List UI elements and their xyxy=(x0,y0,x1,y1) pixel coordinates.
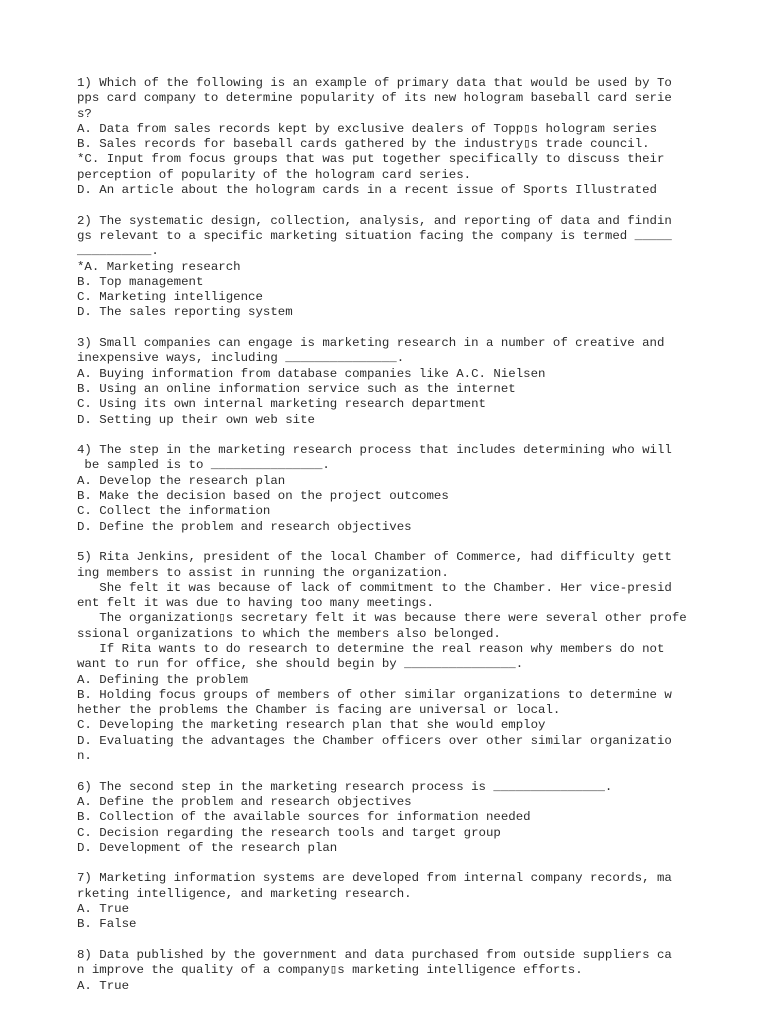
question-1 xyxy=(77,76,717,198)
question-3 xyxy=(77,336,717,428)
answer-option: A. Define the problem and research objectives xyxy=(77,794,412,809)
question-text: ing members to assist in running the organization. xyxy=(77,565,449,580)
answer-option: C. Collect the information xyxy=(77,504,271,519)
question-text: ssional organizations to which the members also belonged. xyxy=(77,626,501,641)
answer-option: B. Sales records for baseball cards gathered by the industry▯s trade council. xyxy=(77,137,650,152)
answer-option: D. Development of the research plan xyxy=(77,840,338,855)
question-text: s? xyxy=(77,106,92,121)
question-2 xyxy=(77,214,717,321)
answer-option: A. Data from sales records kept by exclusive dealers of Topp▯s hologram series xyxy=(77,121,658,136)
question-7 xyxy=(77,871,717,932)
question-text: 8) Data published by the government and data purchased from outside suppliers ca xyxy=(77,947,672,962)
answer-option: B. Collection of the available sources for information needed xyxy=(77,810,531,825)
question-8 xyxy=(77,948,717,994)
answer-option-correct: *C. Input from focus groups that was put together specifically to discuss their xyxy=(77,152,665,167)
question-text: pps card company to determine popularity of its new hologram baseball card serie xyxy=(77,91,672,106)
question-4 xyxy=(77,443,717,535)
answer-option-correct: perception of popularity of the hologram card series. xyxy=(77,167,472,182)
question-text: inexpensive ways, including _______________. xyxy=(77,351,405,366)
question-text: want to run for office, she should begin by _______________. xyxy=(77,657,524,672)
answer-option: D. Setting up their own web site xyxy=(77,412,315,427)
question-text: 3) Small companies can engage is marketing research in a number of creative and xyxy=(77,336,665,351)
question-text: ent felt it was due to having too many meetings. xyxy=(77,596,434,611)
question-text: 5) Rita Jenkins, president of the local Chamber of Commerce, had difficulty gett xyxy=(77,550,672,565)
answer-option: B. False xyxy=(77,917,137,932)
question-text: 6) The second step in the marketing research process is _______________. xyxy=(77,779,613,794)
question-text: gs relevant to a specific marketing situation facing the company is termed _____ xyxy=(77,228,672,243)
question-text: __________. xyxy=(77,244,159,259)
question-text: 2) The systematic design, collection, analysis, and reporting of data and findin xyxy=(77,213,672,228)
answer-option: B. Top management xyxy=(77,274,204,289)
answer-option: D. Evaluating the advantages the Chamber officers over other similar organizatio xyxy=(77,733,672,748)
answer-option: B. Holding focus groups of members of other similar organizations to determine w xyxy=(77,687,672,702)
question-text: be sampled is to _______________. xyxy=(77,458,330,473)
question-text: 4) The step in the marketing research process that includes determining who will xyxy=(77,443,672,458)
answer-option-correct: *A. Marketing research xyxy=(77,259,241,274)
answer-option: A. True xyxy=(77,902,130,917)
answer-option: n. xyxy=(77,749,92,764)
answer-option: D. An article about the hologram cards in a recent issue of Sports Illustrated xyxy=(77,183,657,198)
question-6 xyxy=(77,780,717,856)
answer-option: C. Developing the marketing research plan that she would employ xyxy=(77,718,546,733)
answer-option: D. Define the problem and research objectives xyxy=(77,519,412,534)
answer-option: C. Using its own internal marketing research department xyxy=(77,397,486,412)
document-page xyxy=(77,76,717,1009)
question-text: n improve the quality of a company▯s marketing intelligence efforts. xyxy=(77,963,583,978)
question-text: If Rita wants to do research to determine the real reason why members do not xyxy=(77,641,665,656)
answer-option: A. Develop the research plan xyxy=(77,473,286,488)
question-text: rketing intelligence, and marketing research. xyxy=(77,886,412,901)
question-text: 1) Which of the following is an example of primary data that would be used by To xyxy=(77,76,672,90)
answer-option: hether the problems the Chamber is facing are universal or local. xyxy=(77,703,561,718)
question-text: 7) Marketing information systems are developed from internal company records, ma xyxy=(77,871,672,886)
answer-option: A. Buying information from database companies like A.C. Nielsen xyxy=(77,366,546,381)
answer-option: C. Marketing intelligence xyxy=(77,290,263,305)
answer-option: B. Make the decision based on the project outcomes xyxy=(77,489,449,504)
answer-option: B. Using an online information service such as the internet xyxy=(77,381,516,396)
answer-option: A. True xyxy=(77,978,130,993)
answer-option: D. The sales reporting system xyxy=(77,305,293,320)
question-5 xyxy=(77,550,717,764)
question-text: The organization▯s secretary felt it was because there were several other profe xyxy=(77,611,687,626)
question-text: She felt it was because of lack of commitment to the Chamber. Her vice-presid xyxy=(77,580,672,595)
answer-option: C. Decision regarding the research tools and target group xyxy=(77,825,501,840)
answer-option: A. Defining the problem xyxy=(77,672,249,687)
